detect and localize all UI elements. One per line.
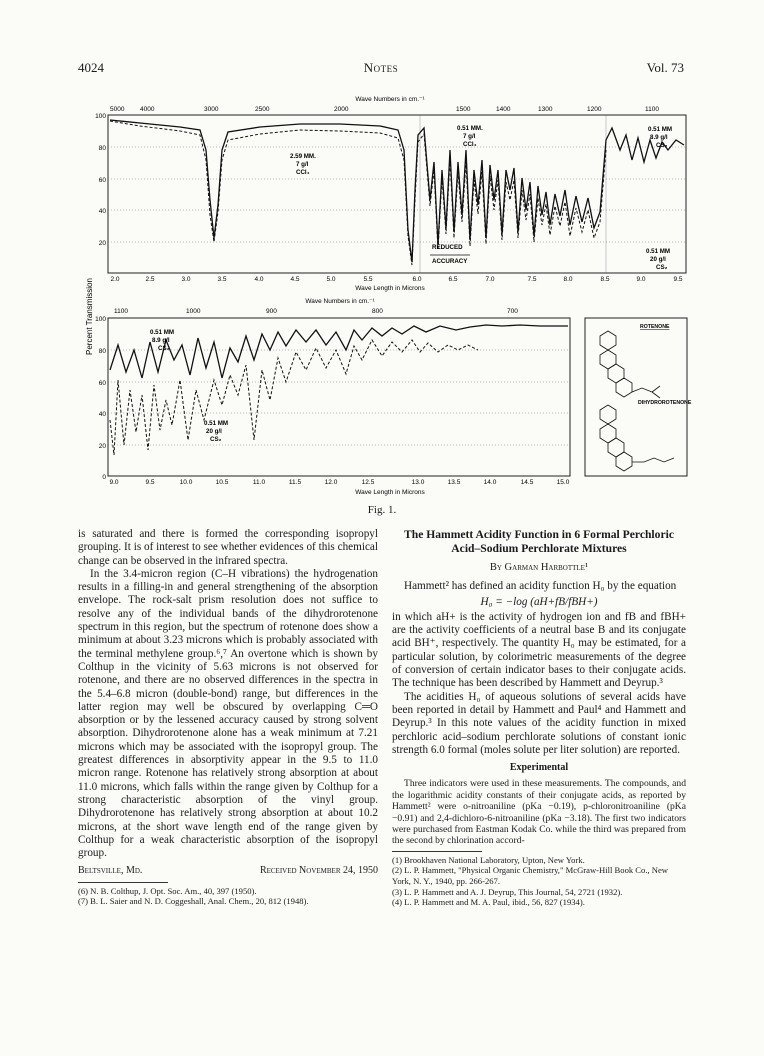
top-wl-tick: 8.5: [600, 276, 610, 283]
top-wavelength-ticks: [110, 276, 682, 283]
right-paragraph: The acidities H₀ of aqueous solutions of several acids have been reported in detail by Hammett and Paul⁴ and Hammett and Deyrup.³ In this note values of the acidity function in mixed perchloric acid–sodium perchlorate solutions of constant ionic strength 6.0 formal (moles solute per liter solution) are reported.: [392, 690, 686, 756]
top-dashed-spectrum-curve: [110, 121, 606, 265]
annotation-text: 2.59 MM.: [290, 153, 316, 160]
bottom-wn-tick: 900: [266, 308, 277, 315]
top-wn-tick: 2500: [255, 106, 270, 113]
annotation-text: 20 g/l: [650, 256, 666, 263]
annotation-text: 0.51 MM: [204, 420, 229, 427]
ir-spectrum-figure: [0, 0, 764, 505]
article-author: By Garman Harbottle¹: [489, 562, 589, 573]
percent-transmission-label: Percent Transmission: [85, 278, 94, 355]
footnote: (2) L. P. Hammett, "Physical Organic Chemistry," McGraw-Hill Book Co., New York, N. Y., 1940, pp. 266-267.: [392, 865, 669, 887]
bottom-spectrum-panel: [95, 298, 570, 496]
left-column: [78, 528, 378, 907]
right-paragraph: in which aH+ is the activity of hydrogen ion and fB and fBH+ are the activity coefficients of a neutral base B and its conjugate acid BH⁺, respectively. The quantity H₀ may be estimated, for a particular solution, by colorimetric measurements of the degree of conversion of certain indicator bases to their conjugate acids. The technique has been described by Hammett and Deyrup.³: [392, 610, 686, 690]
bottom-wl-tick: 10.5: [215, 479, 229, 486]
top-wn-tick: 1300: [538, 106, 553, 113]
annotation-text: CCl₄: [463, 141, 477, 148]
section-title: Notes: [363, 60, 399, 75]
annotation-text: CS₂: [656, 142, 668, 149]
top-spectrum-panel: [95, 96, 686, 292]
bottom-y-tick: 100: [95, 316, 106, 323]
annotation-text: 7 g/l: [463, 133, 476, 140]
top-y-tick: 100: [95, 113, 106, 120]
top-wn-tick: 1400: [496, 106, 511, 113]
bottom-y-tick: 0: [102, 474, 106, 481]
bottom-wl-tick: 12.5: [361, 479, 375, 486]
annotation-text: 7 g/l: [296, 161, 309, 168]
figure-caption: Fig. 1.: [367, 504, 397, 516]
top-wn-tick: 1100: [645, 106, 659, 113]
annotation-text: 20 g/l: [206, 428, 222, 435]
annotation-text: CS₂: [158, 345, 170, 352]
bottom-wl-tick: 11.0: [252, 479, 266, 486]
footnote: (7) B. L. Saier and N. D. Coggeshall, Anal. Chem., 20, 812 (1948).: [78, 896, 309, 907]
bottom-wn-tick: 1000: [186, 308, 201, 315]
top-wl-tick: 5.0: [326, 276, 336, 283]
right-paragraph: Hammett² has defined an acidity function H₀ by the equation: [404, 580, 677, 593]
page-number: 4024: [78, 60, 104, 75]
annotation-text: 0.51 MM: [646, 248, 671, 255]
top-wn-tick: 5000: [110, 106, 125, 113]
top-wl-tick: 7.0: [485, 276, 495, 283]
bottom-wl-tick: 9.0: [109, 479, 119, 486]
bottom-solid-spectrum-curve: [110, 325, 568, 378]
top-wl-tick: 7.5: [527, 276, 537, 283]
top-wl-tick: 4.0: [254, 276, 264, 283]
section-heading: Experimental: [509, 762, 569, 774]
bottom-wn-tick: 700: [507, 308, 518, 315]
right-column: [392, 528, 686, 908]
bottom-wl-tick: 15.0: [556, 479, 570, 486]
annotation-text: CCl₄: [296, 169, 310, 176]
reduced-accuracy-label: REDUCED: [432, 244, 463, 251]
footnote: (4) L. P. Hammett and M. A. Paul, ibid., 56, 827 (1934).: [392, 897, 585, 908]
footnote: (1) Brookhaven National Laboratory, Upton, New York.: [392, 854, 585, 865]
rotenone-label: ROTENONE: [640, 324, 670, 330]
rotenone-structure-icon: [600, 331, 660, 398]
top-y-tick: 80: [98, 145, 106, 152]
equation: H₀ = −log (aH+fB/fBH+): [480, 595, 598, 608]
top-wl-tick: 5.5: [363, 276, 373, 283]
footnote: (3) L. P. Hammett and A. J. Deyrup, This Journal, 54, 2721 (1932).: [392, 886, 623, 897]
top-wn-tick: 1200: [587, 106, 602, 113]
bottom-wl-tick: 9.5: [145, 479, 155, 486]
bottom-wl-tick: 14.0: [483, 479, 497, 486]
top-wl-tick: 9.5: [673, 276, 683, 283]
top-wn-tick: 2000: [334, 106, 349, 113]
top-solid-spectrum-curve: [110, 120, 684, 262]
bottom-wl-tick: 13.5: [447, 479, 461, 486]
annotation-text: CS₂: [656, 264, 668, 271]
right-paragraph: Three indicators were used in these measurements. The compounds, and the logarithmic acidity constants of their conjugate acids, as reported by Hammett² were o-nitroaniline (pKa −0.19), p-chloronitroaniline (pKa −0.91) and 2,4-dichloro-6-nitroaniline (pKa −3.18). The first two indicators were purchased from Eastman Kodak Co. while the third was prepared from the second by chlorination accord-: [392, 778, 686, 847]
bottom-dashed-spectrum-curve: [110, 340, 478, 455]
top-wn-tick: 4000: [140, 106, 155, 113]
top-wl-tick: 2.5: [145, 276, 155, 283]
dihydrorotenone-label: DIHYDROROTENONE: [638, 400, 692, 406]
top-wavelength-label: Wave Length in Microns: [355, 285, 425, 292]
bottom-y-tick: 40: [98, 411, 106, 418]
place-label: Beltsville, Md.: [78, 865, 143, 877]
footnote-divider: [78, 882, 168, 883]
bottom-y-tick: 20: [98, 443, 106, 450]
top-wl-tick: 3.5: [217, 276, 227, 283]
article-title: The Hammett Acidity Function in 6 Formal Perchloric Acid–Sodium Perchlorate Mixtures: [404, 528, 674, 555]
annotation-text: 0.51 MM: [150, 329, 175, 336]
top-wn-tick: 3000: [204, 106, 219, 113]
bottom-wl-tick: 13.0: [411, 479, 425, 486]
bottom-wl-tick: 12.0: [324, 479, 338, 486]
volume-label: Vol. 73: [646, 60, 684, 75]
structures-box: [585, 318, 692, 476]
footnote-divider: [392, 851, 482, 852]
footnote: (6) N. B. Colthup, J. Opt. Soc. Am., 40, 397 (1950).: [78, 885, 257, 896]
received-date: Received November 24, 1950: [259, 865, 378, 877]
top-wavenumber-label: Wave Numbers in cm.⁻¹: [355, 96, 425, 103]
top-wl-tick: 6.5: [448, 276, 458, 283]
received-line: [78, 864, 378, 877]
dihydrorotenone-structure-icon: [600, 405, 674, 471]
annotation-text: 8.9 g/l: [650, 134, 668, 141]
top-wl-tick: 8.0: [563, 276, 573, 283]
bottom-wl-tick: 11.5: [288, 479, 302, 486]
top-wl-tick: 4.5: [290, 276, 300, 283]
bottom-y-tick: 60: [98, 380, 106, 387]
bottom-y-tick: 80: [98, 348, 106, 355]
reduced-accuracy-label: ACCURACY: [432, 258, 468, 265]
annotation-text: 0.51 MM: [648, 126, 673, 133]
top-wavenumber-ticks: [110, 106, 659, 113]
bottom-wl-tick: 14.5: [520, 479, 534, 486]
bottom-wavenumber-label: Wave Numbers in cm.⁻¹: [305, 298, 375, 305]
top-wl-tick: 2.0: [110, 276, 120, 283]
left-paragraph: In the 3.4-micron region (C–H vibrations) the hydrogenation results in a filling-in and general strengthening of the absorption envelope. The rock-salt prism resolution does not suffice to resolve any of the individual bands of the dihydrorotenone spectrum in this region, but the spectrum of rotenone does show a minimum at about 3.23 microns which is probably associated with the terminal methylene group.⁶,⁷ An overtone which is shown by Colthup in the vicinity of 5.63 microns is not observed for rotenone, and there are no observed differences in the spectra in the 5.4–6.8 micron (double-bond) range, but differences in the latter region may well be obscured by overlapping C═O absorption or by the lessened accuracy caused by strong solvent absorption. Dihydrorotenone alone has a weak minimum at 7.21 microns which may be associated with the isopropyl group. The greatest differences in absorptivity appear in the 9.5 to 11.0 micron range. Rotenone has relatively strong absorption at about 11.0 microns, which falls within the range given by Colthup for a strong characteristic absorption of the vinyl group. Dihydrorotenone has relatively strong absorption at about 10.2 microns, at the short wave length end of the range given by Colthup for a weak characteristic absorption of the isopropyl group.: [78, 567, 378, 860]
top-y-tick: 20: [98, 240, 106, 247]
top-wn-tick: 1500: [456, 106, 471, 113]
left-paragraph: is saturated and there is formed the corresponding isopropyl grouping. It is of interest to see whether evidences of this chemical change can be observed in the infrared spectra.: [78, 528, 378, 567]
bottom-wn-tick: 800: [372, 308, 383, 315]
top-wl-tick: 6.0: [412, 276, 422, 283]
bottom-wl-tick: 10.0: [179, 479, 193, 486]
annotation-text: CS₂: [210, 436, 222, 443]
bottom-wn-tick: 1100: [114, 308, 128, 315]
annotation-text: 0.51 MM.: [457, 125, 483, 132]
top-wl-tick: 3.0: [181, 276, 191, 283]
annotation-text: 8.9 g/l: [152, 337, 170, 344]
top-wl-tick: 9.0: [636, 276, 646, 283]
top-y-tick: 60: [98, 177, 106, 184]
bottom-wavelength-label: Wave Length in Microns: [355, 489, 425, 496]
top-y-tick: 40: [98, 208, 106, 215]
